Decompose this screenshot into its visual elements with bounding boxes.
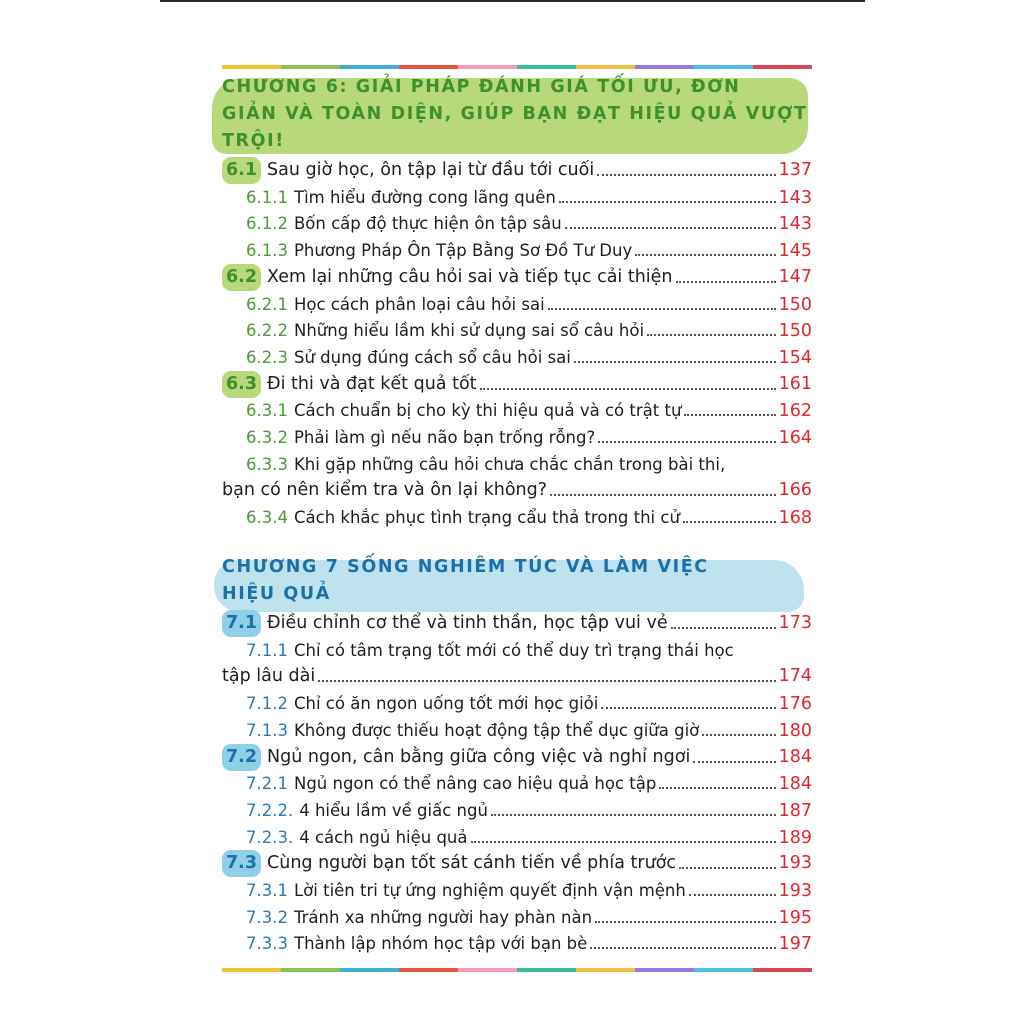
toc-subsection-entry[interactable]	[222, 877, 812, 904]
page-number: 184	[778, 746, 812, 767]
entry-title: tập lâu dài	[222, 666, 316, 687]
entry-title: Chỉ có tâm trạng tốt mới có thể duy trì trạng thái học	[293, 640, 734, 660]
chapter-7-title	[222, 554, 822, 608]
color-stripe-top	[222, 65, 812, 69]
page-number: 143	[778, 214, 812, 235]
entry-number: 6.1.1	[246, 187, 288, 207]
entry-number: 6.1.3	[246, 241, 288, 261]
stripe-segment	[694, 968, 753, 972]
toc-subsection-entry[interactable]	[222, 424, 812, 451]
dot-leader	[659, 786, 775, 789]
entry-number: 6.3.2	[246, 428, 288, 447]
dot-leader	[684, 413, 775, 416]
page-number: 154	[778, 347, 812, 368]
dot-leader	[559, 200, 776, 203]
chapter-6-title-line-2: GIẢN VÀ TOÀN DIỆN, GIÚP BẠN ĐẠT HIỆU QUẢ VƯỢT	[222, 104, 808, 124]
dot-leader	[598, 440, 775, 443]
chapter-6-title-line-3: TRỘI!	[222, 131, 285, 151]
dot-leader	[491, 813, 776, 816]
page-number: 161	[778, 373, 812, 394]
entry-title: 4 hiểu lầm về giấc ngủ	[299, 800, 488, 820]
toc-subsection-entry[interactable]	[222, 397, 812, 424]
toc-subsection-entry[interactable]	[222, 504, 812, 531]
stripe-segment	[340, 65, 399, 69]
stripe-segment	[753, 65, 812, 69]
entry-number: 6.1.2	[246, 214, 288, 234]
dot-leader	[689, 893, 776, 896]
chapter-6-title	[222, 74, 822, 155]
entry-title: Không được thiếu hoạt động tập thể dục giữa giờ	[293, 720, 700, 740]
stripe-segment	[458, 968, 517, 972]
page-number: 173	[778, 613, 812, 633]
dot-leader	[597, 173, 775, 176]
stripe-segment	[340, 968, 399, 972]
entry-number: 7.1.2	[246, 694, 288, 714]
entry-title: 4 cách ngủ hiệu quả	[299, 827, 468, 847]
toc-subsection-entry[interactable]	[222, 717, 812, 744]
entry-title: bạn có nên kiểm tra và ôn lại không?	[222, 480, 548, 501]
dot-leader	[683, 520, 776, 523]
toc-section-entry[interactable]	[222, 264, 812, 291]
entry-number: 7.1	[222, 610, 261, 637]
entry-title: Bốn cấp độ thực hiện ôn tập sâu	[293, 214, 562, 234]
entry-title: Thành lập nhóm học tập với bạn bè	[293, 934, 588, 954]
entry-title: Điều chỉnh cơ thể và tinh thần, học tập vui vẻ	[267, 613, 668, 633]
chapter-6-title-line-1: CHƯƠNG 6: GIẢI PHÁP ĐÁNH GIÁ TỐI ƯU, ĐƠN	[222, 77, 741, 97]
entry-title: Ngủ ngon, cân bằng giữa công việc và nghỉ ngơi	[267, 746, 691, 767]
page-number: 197	[778, 934, 812, 955]
stripe-segment	[281, 65, 340, 69]
chapter-6-heading	[222, 74, 822, 155]
toc-subsection-entry[interactable]	[222, 291, 812, 318]
toc-subsection-entry[interactable]	[222, 344, 812, 371]
page-number: 174	[778, 666, 812, 687]
entry-title: Cách chuẩn bị cho kỳ thi hiệu quả và có trật tự	[293, 401, 682, 421]
toc-section-entry[interactable]	[222, 850, 812, 877]
entry-number: 7.2.1	[246, 774, 288, 794]
toc-subsection-entry[interactable]	[222, 663, 812, 690]
page-number: 184	[778, 774, 812, 795]
entry-title: Tránh xa những người hay phàn nàn	[293, 907, 593, 927]
entry-title: Những hiểu lầm khi sử dụng sai sổ câu hỏi	[293, 321, 645, 341]
entry-title: Đi thi và đạt kết quả tốt	[267, 373, 477, 394]
entry-number: 7.2.3.	[246, 827, 294, 847]
entry-title: Khi gặp những câu hỏi chưa chắc chắn trong bài thi,	[293, 454, 726, 474]
page-number: 150	[778, 294, 812, 315]
entry-title: Xem lại những câu hỏi sai và tiếp tục cải thiện	[267, 266, 673, 287]
toc-subsection-entry[interactable]	[222, 210, 812, 237]
entry-number: 7.2.2.	[246, 800, 294, 820]
dot-leader	[471, 840, 776, 843]
chapter-7-title-line-1: CHƯƠNG 7 SỐNG NGHIÊM TÚC VÀ LÀM VIỆC	[222, 557, 709, 577]
entry-number: 7.1.3	[246, 720, 288, 740]
stripe-segment	[222, 968, 281, 972]
color-stripe-bottom	[222, 968, 812, 972]
dot-leader	[595, 920, 776, 923]
entry-number: 6.2	[222, 264, 261, 291]
page-number: 168	[778, 508, 812, 529]
toc-subsection-entry[interactable]	[222, 451, 812, 478]
stripe-segment	[753, 968, 812, 972]
stripe-segment	[222, 65, 281, 69]
entry-number: 7.1.1	[246, 640, 288, 660]
entry-title: Phải làm gì nếu não bạn trống rỗng?	[293, 428, 596, 447]
dot-leader	[635, 253, 775, 256]
page-number: 189	[778, 827, 812, 848]
page-number: 162	[778, 401, 812, 422]
stripe-segment	[635, 968, 694, 972]
toc-subsection-entry[interactable]	[222, 237, 812, 264]
dot-leader	[647, 333, 776, 336]
toc-subsection-entry[interactable]	[222, 184, 812, 211]
stripe-segment	[576, 968, 635, 972]
entry-title: Tìm hiểu đường cong lãng quên	[293, 187, 556, 207]
stripe-segment	[399, 968, 458, 972]
entry-number: 7.3.2	[246, 907, 288, 927]
toc-subsection-entry[interactable]	[222, 824, 812, 851]
entry-number: 7.3	[222, 850, 261, 877]
dot-leader	[480, 387, 776, 390]
page-number: 143	[778, 187, 812, 208]
toc-section-entry[interactable]	[222, 157, 812, 184]
stripe-segment	[635, 65, 694, 69]
entry-number: 6.3	[222, 371, 261, 398]
entry-number: 6.2.3	[246, 347, 288, 367]
entry-title: Cùng người bạn tốt sát cánh tiến về phía trước	[267, 853, 677, 874]
dot-leader	[679, 866, 776, 869]
page-number: 195	[778, 907, 812, 928]
entry-title: Chỉ có ăn ngon uống tốt mới học giỏi	[293, 694, 599, 714]
entry-number: 6.2.1	[246, 294, 288, 314]
toc-page	[160, 0, 865, 1024]
page-number: 164	[778, 428, 812, 448]
entry-title: Sử dụng đúng cách sổ câu hỏi sai	[293, 347, 571, 367]
dot-leader	[318, 679, 775, 682]
stripe-segment	[576, 65, 635, 69]
page-number: 166	[778, 480, 812, 501]
entry-title: Phương Pháp Ôn Tập Bằng Sơ Đồ Tư Duy	[293, 241, 633, 261]
entry-title: Lời tiên tri tự ứng nghiệm quyết định vận mệnh	[293, 881, 686, 900]
dot-leader	[548, 307, 776, 310]
entry-number: 7.2	[222, 744, 261, 771]
entry-title: Ngủ ngon có thể nâng cao hiệu quả học tập	[293, 774, 657, 794]
toc-section-entry[interactable]	[222, 610, 812, 637]
entry-number: 6.3.4	[246, 508, 288, 528]
stripe-segment	[694, 65, 753, 69]
dot-leader	[702, 733, 775, 736]
page-number: 187	[778, 800, 812, 821]
toc-section-entry[interactable]	[222, 744, 812, 771]
page-number: 180	[778, 720, 812, 741]
toc-subsection-entry[interactable]	[222, 797, 812, 824]
entry-title: Học cách phân loại câu hỏi sai	[293, 294, 545, 314]
entry-number: 6.3.1	[246, 401, 288, 421]
dot-leader	[676, 280, 776, 283]
entry-title: Cách khắc phục tình trạng cẩu thả trong thi cử	[293, 508, 680, 528]
page-number: 137	[778, 160, 812, 180]
page-number: 150	[778, 321, 812, 342]
stripe-segment	[517, 968, 576, 972]
dot-leader	[574, 360, 776, 363]
page-number: 147	[778, 266, 812, 287]
dot-leader	[671, 626, 776, 629]
page-number: 193	[778, 881, 812, 901]
toc-subsection-entry[interactable]	[222, 904, 812, 931]
entry-number: 6.2.2	[246, 321, 288, 341]
stripe-segment	[281, 968, 340, 972]
entry-number: 7.3.1	[246, 881, 288, 900]
dot-leader	[590, 946, 775, 949]
toc-subsection-entry[interactable]	[222, 690, 812, 717]
page-number: 176	[778, 694, 812, 715]
toc-subsection-entry[interactable]	[222, 317, 812, 344]
toc-subsection-entry[interactable]	[222, 637, 812, 664]
entry-number: 6.3.3	[246, 454, 288, 474]
entry-number: 7.3.3	[246, 934, 288, 954]
page-number: 193	[778, 853, 812, 874]
page-number: 145	[778, 241, 812, 262]
entry-title: Sau giờ học, ôn tập lại từ đầu tới cuối	[267, 160, 595, 180]
dot-leader	[565, 226, 776, 229]
dot-leader	[693, 760, 775, 763]
entry-number: 6.1	[222, 157, 261, 184]
chapter-7-title-line-2: HIỆU QUẢ	[222, 584, 331, 604]
stripe-segment	[399, 65, 458, 69]
chapter-7-heading	[222, 554, 822, 608]
toc-subsection-entry[interactable]	[222, 770, 812, 797]
stripe-segment	[458, 65, 517, 69]
toc-subsection-entry[interactable]	[222, 930, 812, 957]
toc-section-entry[interactable]	[222, 371, 812, 398]
dot-leader	[550, 493, 776, 496]
dot-leader	[601, 706, 775, 709]
stripe-segment	[517, 65, 576, 69]
toc-subsection-entry[interactable]	[222, 477, 812, 504]
